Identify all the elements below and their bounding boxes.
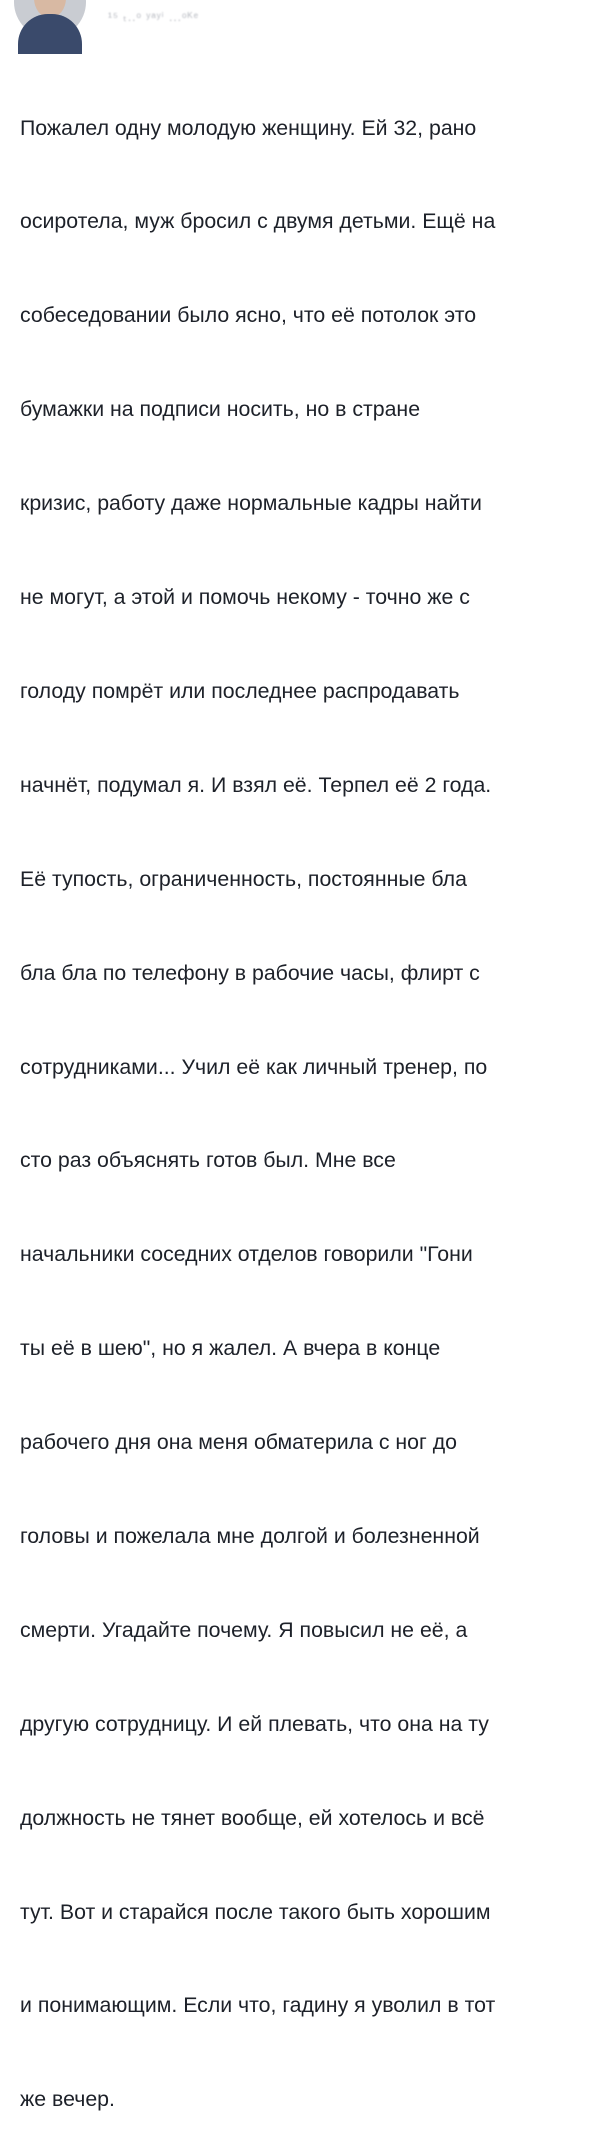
post-line: начальники соседних отделов говорили "Гони (20, 1242, 473, 1267)
post-line: смерти. Угадайте почему. Я повысил не её, а (20, 1617, 468, 1642)
post-text (20, 50, 590, 2147)
post-line: головы и пожелала мне долгой и болезненной (20, 1523, 480, 1548)
avatar[interactable] (14, 0, 86, 38)
post-line: не могут, а этой и помочь некому - точно же с (20, 585, 470, 610)
post-line: должность не тянет вообще, ей хотелось и всё (20, 1805, 485, 1830)
author-meta[interactable]: ¹⁵ ₜ..ᵒ ʸᵃʸⁱ ...ᵒᴷᵉ (108, 10, 200, 24)
post-line: бумажки на подписи носить, но в стране (20, 397, 421, 422)
post-line: сто раз объяснять готов был. Мне все (20, 1148, 396, 1173)
post-line: начнёт, подумал я. И взял её. Терпел её 2 года. (20, 772, 492, 797)
post-header (0, 0, 600, 44)
post-line: бла бла по телефону в рабочие часы, флирт с (20, 960, 480, 985)
post-line: ты её в шею", но я жалел. А вчера в конце (20, 1336, 441, 1361)
post-line: Пожалел одну молодую женщину. Ей 32, рано (20, 115, 477, 140)
post-line: другую сотрудницу. И ей плевать, что она на ту (20, 1711, 489, 1736)
post-line: собеседовании было ясно, что её потолок это (20, 303, 477, 328)
post-line: и понимающим. Если что, гадину я уволил в тот (20, 1993, 496, 2018)
avatar-shirt (18, 14, 82, 54)
post-line: тут. Вот и старайся после такого быть хорошим (20, 1899, 491, 1924)
post-line: же вечер. (20, 2087, 115, 2112)
post-line: сотрудниками... Учил её как личный тренер, по (20, 1054, 488, 1079)
post-line: голоду помрёт или последнее распродавать (20, 678, 460, 703)
post-line: кризис, работу даже нормальные кадры найти (20, 491, 482, 516)
post-line: рабочего дня она меня обматерила с ног до (20, 1430, 457, 1455)
post-line: Её тупость, ограниченность, постоянные бла (20, 866, 467, 891)
post-line: осиротела, муж бросил с двумя детьми. Ещё на (20, 209, 496, 234)
